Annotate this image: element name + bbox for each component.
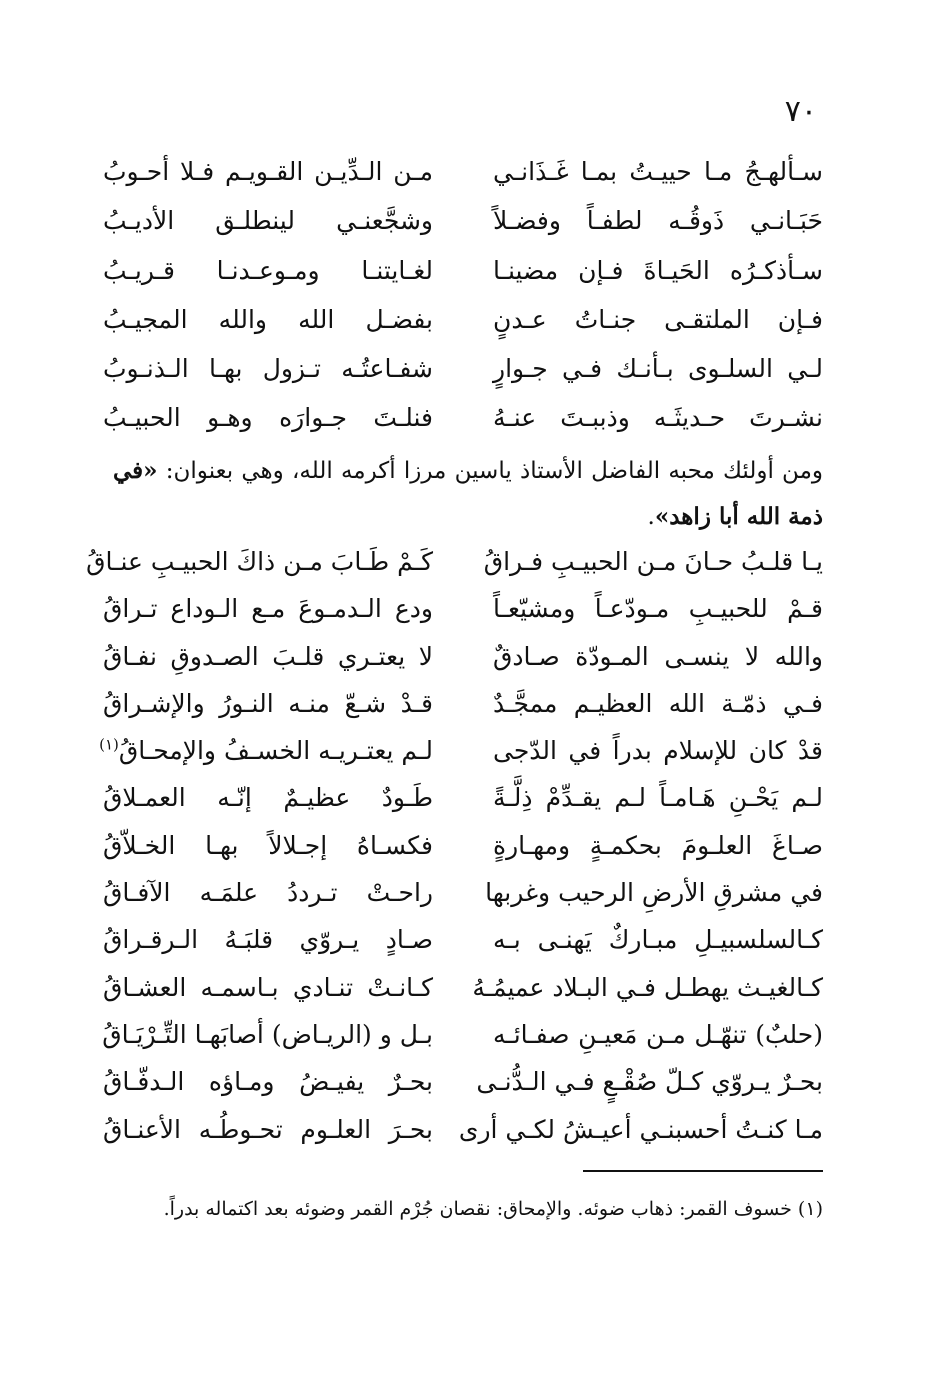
verse <box>99 727 823 774</box>
verse-first-hemistich: نشـرتَ حـديثَـه وذببـتَ عنـهُ <box>493 403 823 433</box>
page-number: ٧٠ <box>784 94 817 129</box>
verse-second-hemistich: كـانـتْ تنـادي بـاسمـه العشـاقُ <box>103 972 433 1002</box>
verse <box>103 247 823 296</box>
verse <box>103 822 823 869</box>
verse-first-hemistich: (حلبٌ) تنهّـل مـن مَعيـنِ صفـائـه <box>493 1019 823 1049</box>
verse-second-hemistich: بـل و (الريـاض) أصابَهـا التِّـرْيَـاقُ <box>102 1019 433 1049</box>
verse-first-hemistich: لـم يَحْـنِ هَـامـاً لـم يقـدِّمْ ذِلَّـةً <box>493 783 823 813</box>
verse-second-hemistich: طَـودٌ عظيـمٌ إنّـه العمـلاقُ <box>103 783 433 813</box>
verse-second-hemistich: شفـاعتُـه تـزول بهـا الـذنـوبُ <box>103 354 433 384</box>
verse-first-hemistich: سـألهـجُ مـا حييـتُ بمـا غَـذَانـي <box>493 157 823 186</box>
verse-second-hemistich: صـادٍ يـروّي قلبَـهُ الـرقـراقُ <box>103 925 433 955</box>
verse-second-hemistich: كَـمْ طَـابَ مـن ذاكَ الحبيـبِ عنـاقُ <box>86 547 433 576</box>
verse-first-hemistich: صـاغَ العلـومَ بحكمـةٍ ومهـارةٍ <box>493 830 823 860</box>
verse <box>86 538 823 585</box>
verse <box>103 585 823 632</box>
verse-first-hemistich: والله لا ينسـى المـودّة صـادقٌ <box>493 641 823 671</box>
verse-first-hemistich: مـا كنـتُ أحسبنـي أعيـشُ لكـي أرى <box>458 1114 823 1144</box>
verse <box>103 148 823 197</box>
verse <box>103 394 823 443</box>
verse-second-hemistich: ودع الـدمـوعَ مـع الـوداع تـراقُ <box>103 594 433 624</box>
verse <box>103 1106 823 1153</box>
verse <box>103 680 823 727</box>
verse-second-hemistich: راحـتْ تـرددُ علمَـه الآفـاقُ <box>103 878 433 908</box>
verse-second-hemistich: قـدْ شـعّ منـه النـورُ والإشـراقُ <box>103 688 433 718</box>
verse-second-hemistich: فكسـاهُ إجـلالاً بهـا الخـلاّقُ <box>103 830 433 860</box>
verse-second-hemistich: بحـرٌ يفيـضُ ومـاؤه الـدفّـاقُ <box>103 1067 433 1097</box>
verse-first-hemistich: بحـرٌ يـروّي كـلّ صُقْـعٍ فـي الـدُّنـى <box>476 1067 823 1097</box>
hemistich-text: لـم يعتـريـه الخسـفُ والإمحـاقُ <box>118 736 433 766</box>
verse <box>103 869 823 916</box>
verse-first-hemistich: فـي ذمّـة الله العظيـم ممجَّـدٌ <box>493 688 823 718</box>
verse-second-hemistich: بحـرَ العلـوم تحـوطُـه الأعنـاقُ <box>103 1114 433 1144</box>
intro-end: . <box>647 504 655 530</box>
poem-title: «في ذمة الله أبا زاهد» <box>113 457 823 530</box>
verse-first-hemistich: قـمْ للحبيـبِ مـودّعـاً ومشيّعـاً <box>493 594 823 624</box>
verse-second-hemistich: فنلـتَ جـوارَه وهـو الحبيـبُ <box>103 403 433 433</box>
footnote-divider <box>583 1170 823 1172</box>
verse <box>103 197 823 246</box>
verse-first-hemistich: لـي السلـوى بـأنـك فـي جـوارٍ <box>493 354 823 384</box>
verse-second-hemistich: وشجَّعنـي لينطلـق الأديـبُ <box>103 206 433 236</box>
verse <box>103 345 823 394</box>
footnote-marker: (١) <box>99 735 119 754</box>
verse-first-hemistich: حَبَـانـي ذَوقُـه لطفـاً وفضـلاً <box>493 206 823 236</box>
intro-paragraph <box>113 448 823 540</box>
verse <box>103 964 823 1011</box>
verse <box>103 633 823 680</box>
verse-first-hemistich: يـا قلـبُ حـانَ مـن الحبيـبِ فـراقُ <box>483 547 823 576</box>
verse-second-hemistich: بفضـل الله والله المجيـبُ <box>103 304 433 334</box>
verse-second-hemistich: لغـايتنـا ومـوعـدنـا قـريـبُ <box>103 255 433 285</box>
footnote: (١) خسوف القمر: ذهاب ضوئه. والإمحاق: نقصان جُرْم القمر وضوئه بعد اكتماله بدراً. <box>163 1198 823 1220</box>
verse-first-hemistich: في مشرقِ الأرضِ الرحيب وغربها <box>485 878 823 908</box>
verse-second-hemistich: مـن الـدِّيـن القـويـم فـلا أحـوبُ <box>103 157 433 186</box>
verse <box>103 916 823 963</box>
verse-first-hemistich: فـإن الملتقـى جنـاتُ عـدنٍ <box>493 304 823 334</box>
verse <box>103 1011 823 1058</box>
verse-first-hemistich: كـالغيـث يهطـل فـي البـلاد عميمُـهُ <box>472 972 823 1002</box>
verse-second-hemistich: لا يعتـري قلـبَ الصـدوقِ نفـاقُ <box>103 641 433 671</box>
verse-first-hemistich: قدْ كان للإسلام بدراً في الدّجى <box>493 736 823 766</box>
verse-first-hemistich: سـأذكـرُه الحَيـاةَ فـإن مضينـا <box>493 255 823 285</box>
verse <box>103 1058 823 1105</box>
intro-text: ومن أولئك محبه الفاضل الأستاذ ياسين مرزا أكرمه الله، وهي بعنوان: <box>165 458 823 484</box>
poem-2 <box>86 538 823 1153</box>
verse-first-hemistich: كـالسلسبيـلِ مبـاركٌ يَهنـى بـه <box>493 925 823 955</box>
verse-second-hemistich <box>99 727 433 775</box>
verse <box>103 296 823 345</box>
poem-1 <box>103 148 823 444</box>
verse <box>103 774 823 821</box>
